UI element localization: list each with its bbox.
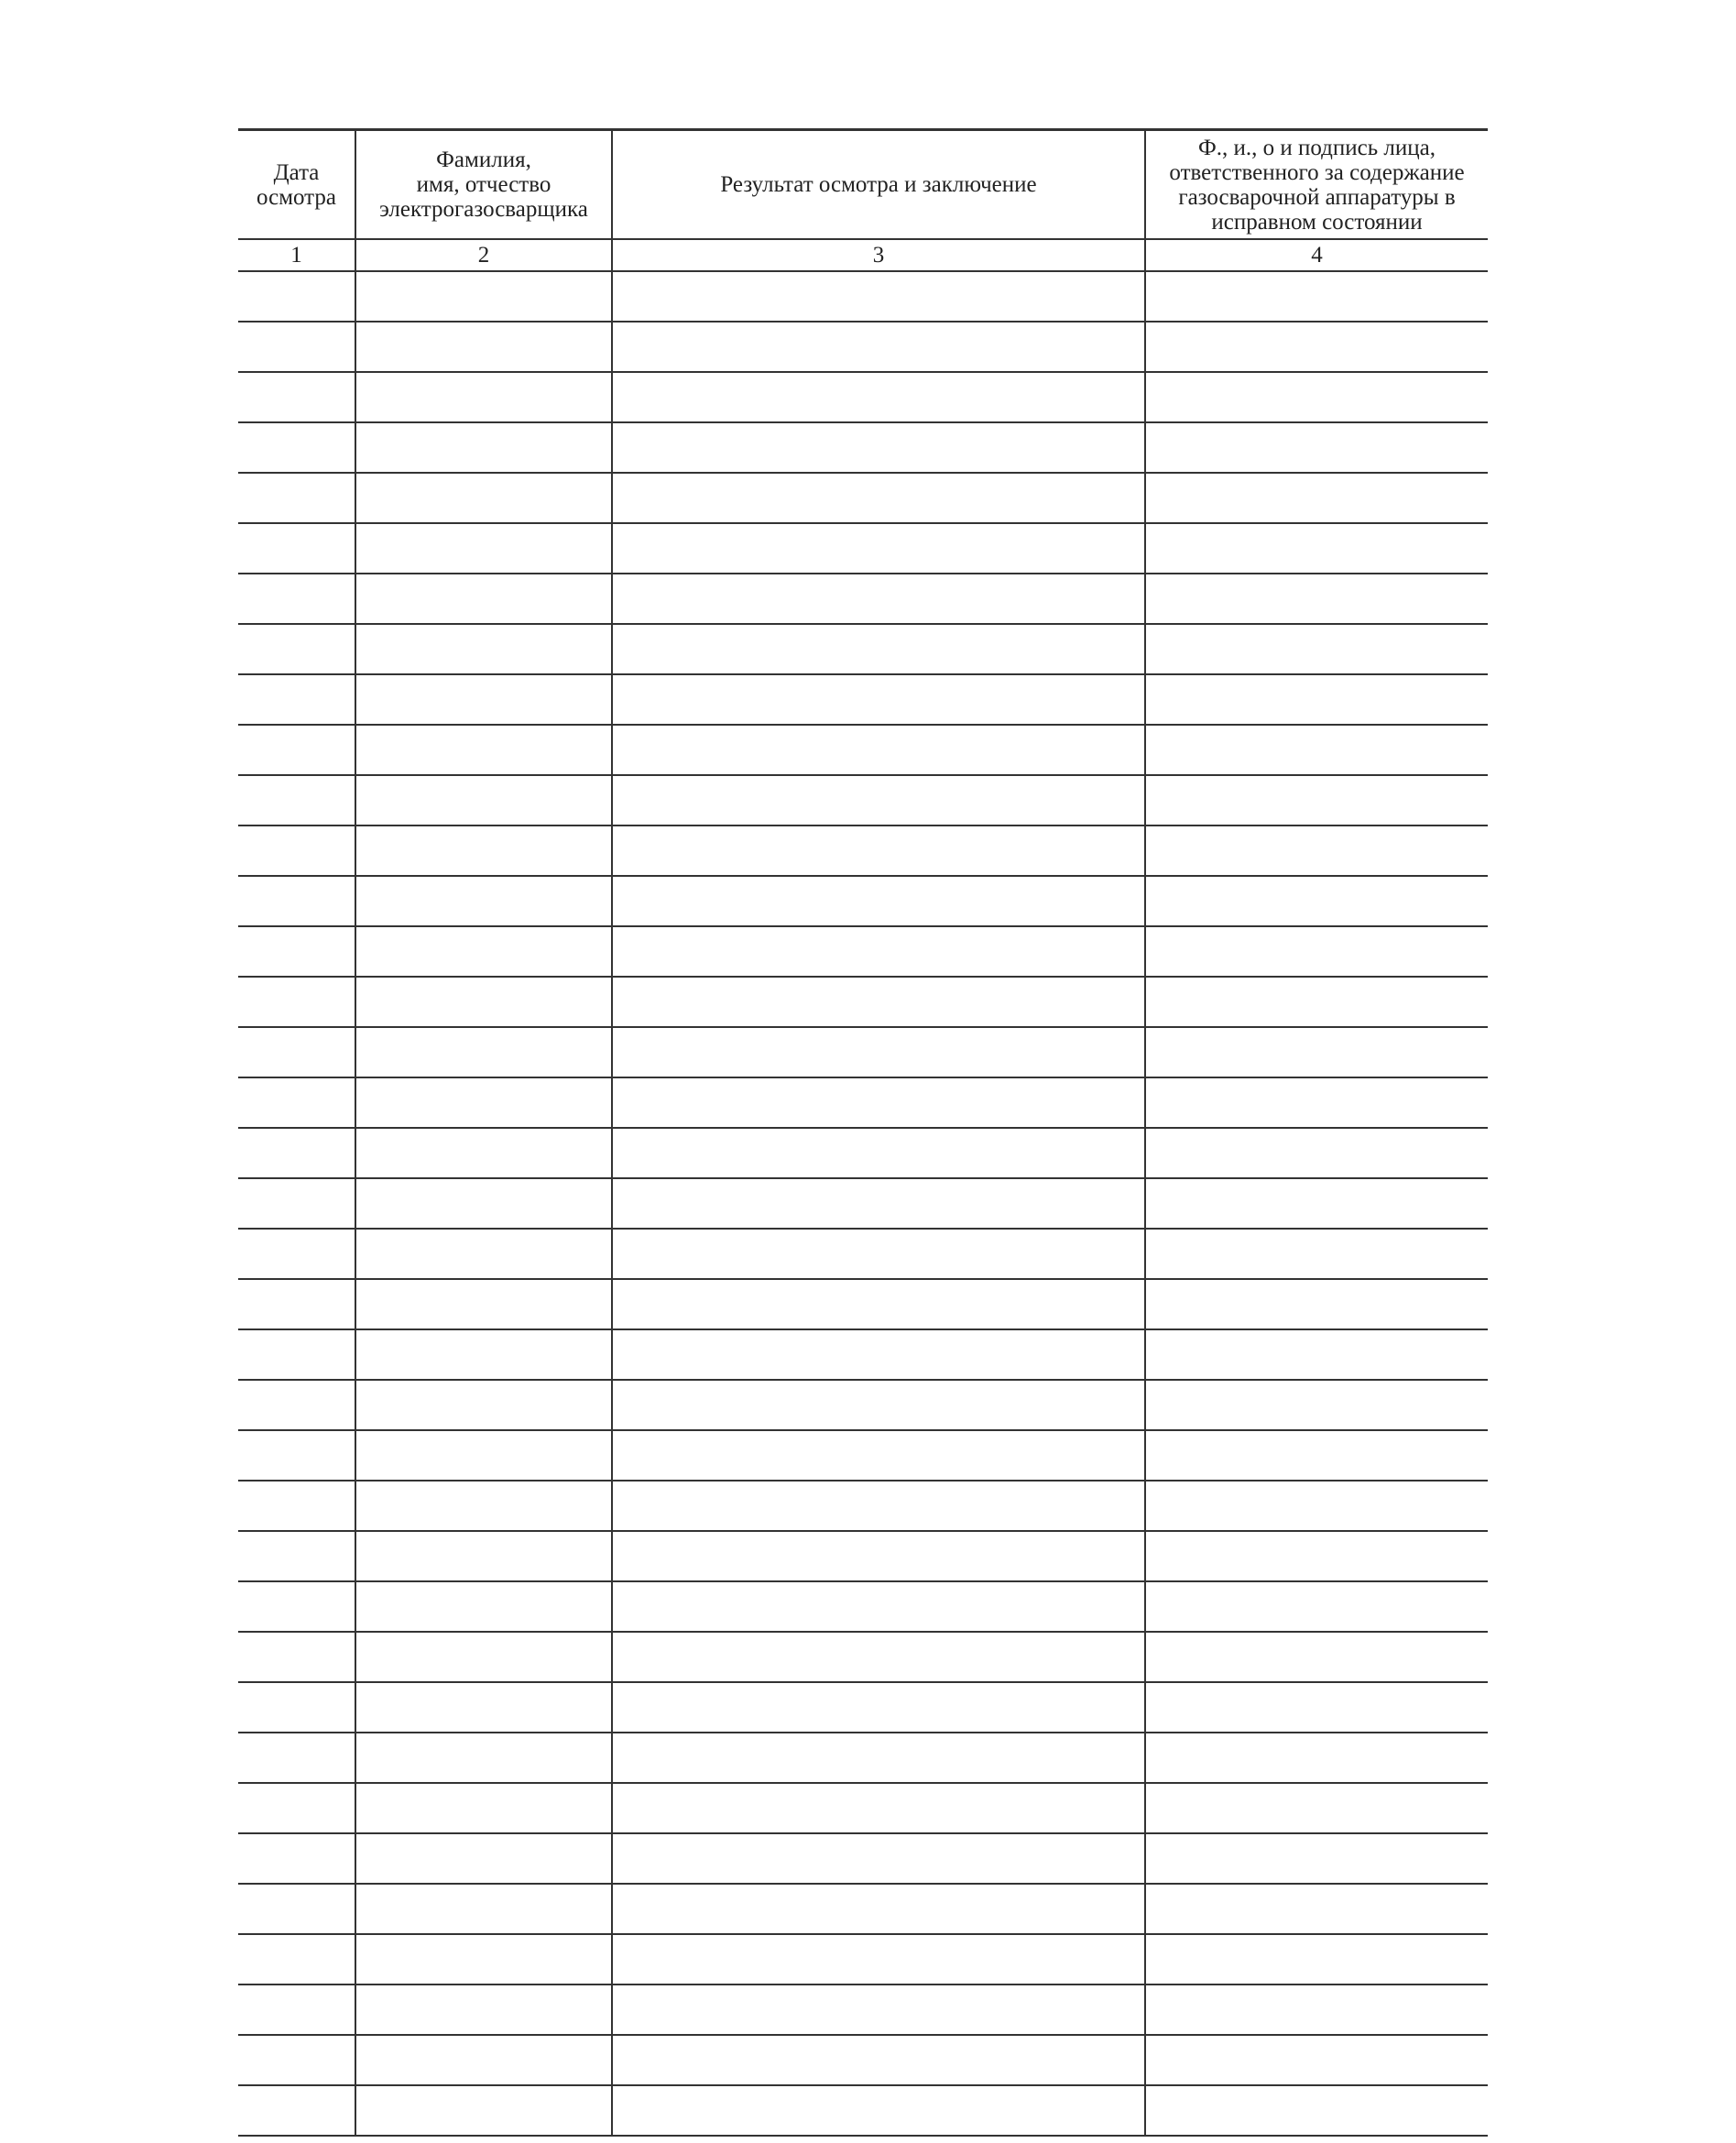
cell-inspection-date[interactable]	[238, 271, 355, 322]
cell-welder-name[interactable]	[355, 1581, 612, 1632]
cell-inspection-date[interactable]	[238, 1380, 355, 1430]
cell-inspection-date[interactable]	[238, 574, 355, 624]
cell-responsible-signature[interactable]	[1145, 1430, 1488, 1481]
cell-welder-name[interactable]	[355, 674, 612, 725]
column-number: 4	[1145, 239, 1488, 271]
cell-responsible-signature[interactable]	[1145, 977, 1488, 1027]
table-row	[238, 725, 1488, 775]
cell-welder-name[interactable]	[355, 271, 612, 322]
cell-responsible-signature[interactable]	[1145, 1833, 1488, 1884]
table-row	[238, 825, 1488, 876]
cell-inspection-date[interactable]	[238, 1229, 355, 1279]
cell-inspection-date[interactable]	[238, 1984, 355, 2035]
cell-inspection-date[interactable]	[238, 1128, 355, 1178]
cell-responsible-signature[interactable]	[1145, 1783, 1488, 1833]
cell-inspection-date[interactable]	[238, 674, 355, 725]
cell-responsible-signature[interactable]	[1145, 1329, 1488, 1380]
cell-welder-name[interactable]	[355, 322, 612, 372]
cell-inspection-date[interactable]	[238, 775, 355, 825]
cell-welder-name[interactable]	[355, 876, 612, 926]
cell-inspection-result[interactable]	[612, 1380, 1145, 1430]
cell-inspection-result[interactable]	[612, 1783, 1145, 1833]
header-welder-name: Фамилия, имя, отчество электрогазосварщика	[355, 130, 612, 240]
cell-welder-name[interactable]	[355, 1984, 612, 2035]
cell-inspection-date[interactable]	[238, 1329, 355, 1380]
cell-inspection-result[interactable]	[612, 574, 1145, 624]
table-row	[238, 674, 1488, 725]
table-row	[238, 473, 1488, 523]
cell-responsible-signature[interactable]	[1145, 1380, 1488, 1430]
cell-inspection-date[interactable]	[238, 1632, 355, 1682]
table-row	[238, 1531, 1488, 1581]
cell-responsible-signature[interactable]	[1145, 473, 1488, 523]
cell-responsible-signature[interactable]	[1145, 674, 1488, 725]
cell-responsible-signature[interactable]	[1145, 1178, 1488, 1229]
cell-responsible-signature[interactable]	[1145, 926, 1488, 977]
cell-inspection-result[interactable]	[612, 1833, 1145, 1884]
table-row	[238, 926, 1488, 977]
cell-inspection-date[interactable]	[238, 1027, 355, 1077]
cell-responsible-signature[interactable]	[1145, 372, 1488, 422]
cell-inspection-result[interactable]	[612, 674, 1145, 725]
cell-inspection-date[interactable]	[238, 1481, 355, 1531]
cell-welder-name[interactable]	[355, 1833, 612, 1884]
cell-welder-name[interactable]	[355, 2035, 612, 2085]
table-row	[238, 1934, 1488, 1984]
cell-responsible-signature[interactable]	[1145, 1481, 1488, 1531]
cell-inspection-date[interactable]	[238, 1077, 355, 1128]
table-row	[238, 1380, 1488, 1430]
table-row	[238, 1581, 1488, 1632]
cell-responsible-signature[interactable]	[1145, 725, 1488, 775]
cell-responsible-signature[interactable]	[1145, 1884, 1488, 1934]
cell-welder-name[interactable]	[355, 1229, 612, 1279]
table-row	[238, 1229, 1488, 1279]
cell-welder-name[interactable]	[355, 977, 612, 1027]
cell-welder-name[interactable]	[355, 422, 612, 473]
cell-inspection-result[interactable]	[612, 422, 1145, 473]
table-row	[238, 775, 1488, 825]
cell-inspection-result[interactable]	[612, 2085, 1145, 2136]
cell-welder-name[interactable]	[355, 1380, 612, 1430]
cell-welder-name[interactable]	[355, 1783, 612, 1833]
cell-welder-name[interactable]	[355, 1481, 612, 1531]
table-row	[238, 1682, 1488, 1733]
cell-inspection-result[interactable]	[612, 322, 1145, 372]
cell-welder-name[interactable]	[355, 1884, 612, 1934]
cell-welder-name[interactable]	[355, 1279, 612, 1329]
cell-inspection-result[interactable]	[612, 271, 1145, 322]
cell-responsible-signature[interactable]	[1145, 422, 1488, 473]
table-row	[238, 372, 1488, 422]
table-row	[238, 322, 1488, 372]
table-row	[238, 1733, 1488, 1783]
cell-responsible-signature[interactable]	[1145, 1229, 1488, 1279]
cell-inspection-result[interactable]	[612, 1077, 1145, 1128]
cell-inspection-date[interactable]	[238, 1833, 355, 1884]
cell-inspection-date[interactable]	[238, 473, 355, 523]
cell-welder-name[interactable]	[355, 775, 612, 825]
cell-welder-name[interactable]	[355, 1682, 612, 1733]
cell-inspection-result[interactable]	[612, 624, 1145, 674]
cell-inspection-date[interactable]	[238, 1884, 355, 1934]
table-row	[238, 1178, 1488, 1229]
table-row	[238, 1632, 1488, 1682]
cell-inspection-result[interactable]	[612, 1027, 1145, 1077]
cell-welder-name[interactable]	[355, 2085, 612, 2136]
cell-inspection-date[interactable]	[238, 1178, 355, 1229]
cell-inspection-date[interactable]	[238, 322, 355, 372]
cell-inspection-date[interactable]	[238, 825, 355, 876]
cell-responsible-signature[interactable]	[1145, 1733, 1488, 1783]
header-responsible-person: Ф., и., о и подпись лица, ответственного за содержание газосварочной аппаратуры в исправном состоянии	[1145, 130, 1488, 240]
table-row	[238, 574, 1488, 624]
cell-responsible-signature[interactable]	[1145, 1531, 1488, 1581]
cell-welder-name[interactable]	[355, 574, 612, 624]
cell-inspection-date[interactable]	[238, 926, 355, 977]
cell-responsible-signature[interactable]	[1145, 574, 1488, 624]
cell-inspection-result[interactable]	[612, 926, 1145, 977]
column-number: 2	[355, 239, 612, 271]
inspection-log-table	[238, 128, 1488, 2137]
column-number-row	[238, 239, 1488, 271]
cell-inspection-result[interactable]	[612, 473, 1145, 523]
cell-responsible-signature[interactable]	[1145, 1077, 1488, 1128]
table-row	[238, 1128, 1488, 1178]
table-row	[238, 523, 1488, 574]
cell-inspection-date[interactable]	[238, 523, 355, 574]
cell-inspection-date[interactable]	[238, 1531, 355, 1581]
column-number: 1	[238, 239, 355, 271]
cell-inspection-result[interactable]	[612, 1481, 1145, 1531]
cell-welder-name[interactable]	[355, 825, 612, 876]
cell-welder-name[interactable]	[355, 1531, 612, 1581]
cell-responsible-signature[interactable]	[1145, 624, 1488, 674]
table-row	[238, 1279, 1488, 1329]
cell-inspection-date[interactable]	[238, 977, 355, 1027]
cell-inspection-result[interactable]	[612, 372, 1145, 422]
cell-inspection-result[interactable]	[612, 1430, 1145, 1481]
cell-responsible-signature[interactable]	[1145, 825, 1488, 876]
header-inspection-result: Результат осмотра и заключение	[612, 130, 1145, 240]
table-row	[238, 977, 1488, 1027]
cell-responsible-signature[interactable]	[1145, 1279, 1488, 1329]
cell-welder-name[interactable]	[355, 624, 612, 674]
cell-inspection-result[interactable]	[612, 2035, 1145, 2085]
cell-inspection-date[interactable]	[238, 624, 355, 674]
cell-inspection-result[interactable]	[612, 1531, 1145, 1581]
cell-responsible-signature[interactable]	[1145, 322, 1488, 372]
header-inspection-date: Дата осмотра	[238, 130, 355, 240]
cell-welder-name[interactable]	[355, 725, 612, 775]
table-row	[238, 1329, 1488, 1380]
cell-inspection-date[interactable]	[238, 1682, 355, 1733]
cell-inspection-date[interactable]	[238, 422, 355, 473]
cell-inspection-date[interactable]	[238, 1430, 355, 1481]
cell-welder-name[interactable]	[355, 1077, 612, 1128]
cell-inspection-date[interactable]	[238, 1783, 355, 1833]
cell-responsible-signature[interactable]	[1145, 775, 1488, 825]
table-row	[238, 1783, 1488, 1833]
cell-responsible-signature[interactable]	[1145, 523, 1488, 574]
cell-welder-name[interactable]	[355, 1733, 612, 1783]
log-entries	[238, 271, 1488, 2136]
cell-inspection-result[interactable]	[612, 1682, 1145, 1733]
cell-inspection-result[interactable]	[612, 1934, 1145, 1984]
cell-inspection-result[interactable]	[612, 1178, 1145, 1229]
cell-inspection-date[interactable]	[238, 876, 355, 926]
cell-inspection-result[interactable]	[612, 1733, 1145, 1783]
log-sheet	[238, 128, 1488, 2137]
column-number: 3	[612, 239, 1145, 271]
cell-welder-name[interactable]	[355, 926, 612, 977]
cell-welder-name[interactable]	[355, 372, 612, 422]
cell-inspection-date[interactable]	[238, 1279, 355, 1329]
cell-responsible-signature[interactable]	[1145, 1581, 1488, 1632]
cell-inspection-result[interactable]	[612, 1229, 1145, 1279]
cell-responsible-signature[interactable]	[1145, 2085, 1488, 2136]
cell-inspection-result[interactable]	[612, 1581, 1145, 1632]
cell-inspection-date[interactable]	[238, 2085, 355, 2136]
cell-inspection-date[interactable]	[238, 725, 355, 775]
cell-inspection-result[interactable]	[612, 1128, 1145, 1178]
cell-responsible-signature[interactable]	[1145, 1128, 1488, 1178]
cell-responsible-signature[interactable]	[1145, 1027, 1488, 1077]
cell-responsible-signature[interactable]	[1145, 876, 1488, 926]
table-row	[238, 1833, 1488, 1884]
table-row	[238, 624, 1488, 674]
cell-responsible-signature[interactable]	[1145, 1984, 1488, 2035]
cell-inspection-result[interactable]	[612, 825, 1145, 876]
cell-inspection-result[interactable]	[612, 725, 1145, 775]
cell-responsible-signature[interactable]	[1145, 1934, 1488, 1984]
cell-inspection-result[interactable]	[612, 1632, 1145, 1682]
cell-inspection-result[interactable]	[612, 1884, 1145, 1934]
cell-inspection-result[interactable]	[612, 977, 1145, 1027]
header-row	[238, 130, 1488, 240]
cell-welder-name[interactable]	[355, 473, 612, 523]
table-row	[238, 2085, 1488, 2136]
cell-inspection-result[interactable]	[612, 1984, 1145, 2035]
cell-welder-name[interactable]	[355, 1329, 612, 1380]
cell-inspection-result[interactable]	[612, 523, 1145, 574]
table-row	[238, 422, 1488, 473]
table-row	[238, 1984, 1488, 2035]
table-row	[238, 1481, 1488, 1531]
cell-welder-name[interactable]	[355, 1178, 612, 1229]
cell-responsible-signature[interactable]	[1145, 1632, 1488, 1682]
cell-inspection-result[interactable]	[612, 876, 1145, 926]
cell-welder-name[interactable]	[355, 1027, 612, 1077]
cell-inspection-result[interactable]	[612, 1329, 1145, 1380]
cell-inspection-date[interactable]	[238, 1733, 355, 1783]
cell-inspection-date[interactable]	[238, 2035, 355, 2085]
table-row	[238, 1077, 1488, 1128]
cell-responsible-signature[interactable]	[1145, 1682, 1488, 1733]
cell-welder-name[interactable]	[355, 1632, 612, 1682]
cell-welder-name[interactable]	[355, 523, 612, 574]
cell-welder-name[interactable]	[355, 1430, 612, 1481]
table-row	[238, 1884, 1488, 1934]
cell-responsible-signature[interactable]	[1145, 2035, 1488, 2085]
cell-welder-name[interactable]	[355, 1128, 612, 1178]
cell-inspection-date[interactable]	[238, 1581, 355, 1632]
cell-inspection-result[interactable]	[612, 775, 1145, 825]
table-row	[238, 1430, 1488, 1481]
table-row	[238, 2035, 1488, 2085]
cell-responsible-signature[interactable]	[1145, 271, 1488, 322]
cell-inspection-date[interactable]	[238, 1934, 355, 1984]
table-row	[238, 1027, 1488, 1077]
table-row	[238, 876, 1488, 926]
cell-welder-name[interactable]	[355, 1934, 612, 1984]
cell-inspection-result[interactable]	[612, 1279, 1145, 1329]
cell-inspection-date[interactable]	[238, 372, 355, 422]
table-row	[238, 271, 1488, 322]
